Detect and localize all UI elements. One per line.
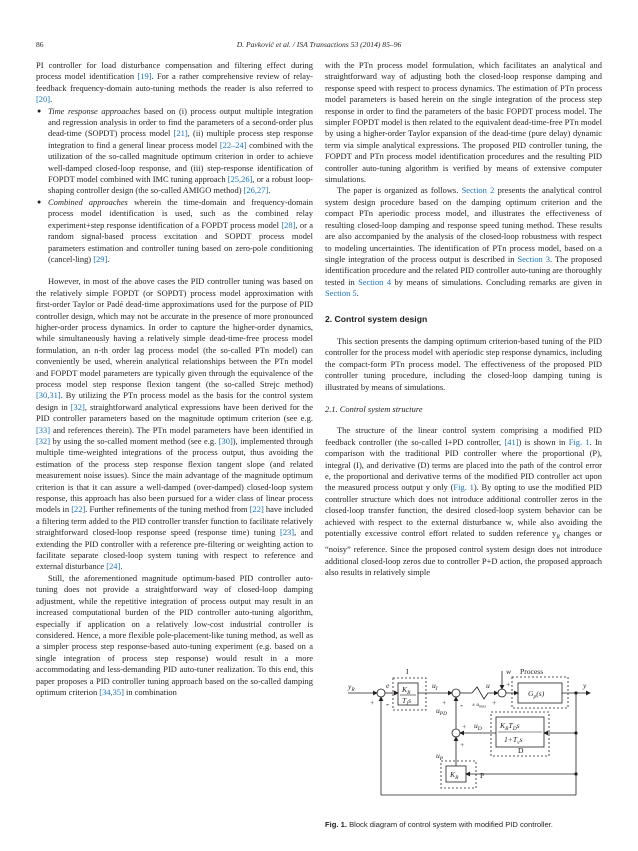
paragraph-continued — [36, 60, 313, 106]
text-run: . — [107, 253, 110, 264]
label-umax: ± $u_{max}$ — [472, 702, 487, 709]
citation-link[interactable]: [30] — [218, 436, 233, 446]
running-header — [36, 40, 602, 52]
bullet-time-response — [36, 106, 313, 197]
citation-link[interactable]: Section 5 — [325, 288, 357, 299]
sign-plus-ref: + — [370, 698, 375, 707]
sum-junction-control — [452, 689, 460, 697]
page-number: 86 — [36, 40, 44, 49]
text-run: PI controller for load disturbance compensation and filtering effect during process model identification — [36, 60, 313, 82]
label-u: u — [486, 681, 490, 690]
citation-link[interactable]: [29] — [93, 253, 108, 264]
sum-junction-disturbance — [498, 689, 506, 697]
paragraph-organization — [325, 185, 602, 299]
text-run: . For a rather comprehensive review of relay-feedback frequency-domain auto-tuning methods the reader is also referred to — [36, 71, 313, 93]
emphasis-text: Time response approaches — [48, 105, 141, 116]
text-run: . By utilizing the PTn process model as the basis for the control system design in — [36, 390, 313, 412]
label-krtds: $K_RT_Ds$ — [500, 721, 520, 732]
caption-label: Fig. 1. — [325, 820, 347, 829]
label-process: Process — [520, 667, 544, 676]
citation-link[interactable]: [25,26] — [227, 174, 253, 185]
citation-link[interactable]: [24] — [106, 561, 121, 572]
paragraph-structure — [325, 425, 602, 578]
text-run: ) is shown in — [518, 436, 569, 447]
text-run: in combination — [123, 686, 177, 697]
text-run: The paper is organized as follows. — [337, 185, 462, 196]
text-run: , or a robust loop-shaping controller design (the so-called AMIGO method) — [48, 174, 313, 196]
label-gp: $G_p(s)$ — [528, 689, 545, 700]
citation-link[interactable]: Section 3 — [517, 253, 550, 264]
sign-plus-up: + — [460, 740, 465, 749]
text-run: ). By opting to use the modified PID controller structure which does not introduce additional controller zeros in the closed-loop transfer function, the desired closed-loop system behavior can be achieved with respect to the external disturbance w, while also avoiding the potentially excessive control effort related to sudden reference y — [325, 482, 602, 539]
text-run: ), implemented through multiple time-weighted integrations of the process output, thus avoiding the estimation of the process step response flexion tangent slope (and related measurement noise issues). Since the main advantage of the magnitude optimum criterion is that it can assure a well-damped (over-damped) closed-loop system response, this approach has also been pursued for a wider class of linear process models in — [36, 436, 314, 515]
label-kr: $K_R$ — [402, 685, 411, 696]
label-yr: $y_R$ — [348, 682, 355, 693]
citation-link[interactable]: [32] — [36, 436, 51, 446]
citation-link[interactable]: Section 4 — [358, 276, 392, 287]
text-run: and references therein). The PTn model parameters have been identified in — [50, 424, 313, 435]
citation-link[interactable]: [20] — [36, 94, 51, 105]
text-run: R — [556, 534, 560, 541]
citation-link[interactable]: [30,31] — [36, 390, 61, 401]
text-run: have included a filtering term added to the PID controller transfer function to facilitate relatively straightforward closed-loop response speed (response time) tuning — [36, 504, 314, 538]
text-run: The structure of the linear control system comprising a modified PID feedback controller (the so-called I+PD controller, — [325, 425, 602, 447]
citation-link[interactable]: [41] — [504, 436, 519, 447]
citation-link[interactable]: [22] — [71, 504, 86, 515]
label-ud: $u_D$ — [474, 721, 482, 732]
label-d: D — [518, 746, 524, 755]
label-denominator: $1+T_vs$ — [504, 735, 523, 746]
citation-link[interactable]: Fig. 1 — [568, 436, 590, 447]
text-run: presents the analytical control system design procedure based on the damping optimum criterion and the compact PTn aperiodic process model, and illustrates the effectiveness of resulting closed-loop damping and response speed tuning method. These results are also accompanied by the analysis of the closed-loop robustness with respect to modeling uncertainties. The identification of PTn process model, based on a single integration of the process output is described in — [325, 185, 602, 264]
sign-plus-ud: + — [462, 722, 467, 731]
text-run: . The proposed identification procedure and the related PID controller auto-tuning are thoroughly tested in — [325, 253, 602, 287]
text-run: . — [50, 94, 53, 105]
text-run: , straightforward analytical expressions have been derived for the PID controller parameters based on the magnitude optimum criterion (see e.g. — [36, 401, 314, 424]
bullet-combined — [36, 197, 313, 265]
sum-junction-pd — [452, 729, 460, 737]
citation-link[interactable]: [28] — [281, 219, 296, 230]
text-run: . — [356, 288, 359, 299]
right-column — [325, 60, 602, 578]
text-run: by using the so-called moment method (see e.g. — [50, 436, 219, 446]
citation-link[interactable]: [21] — [173, 128, 188, 139]
citation-link[interactable]: [22–24] — [219, 139, 247, 150]
label-w: w — [506, 667, 512, 676]
text-run: However, in most of the above cases the PID controller tuning was based on the relatively simple FOPDT (or SOPDT) process model approximation with first-order Taylor or Padé dead-time approximations used for the purpose of PID controller design, which may not be accurate in the presence of more pronounced higher-order process dynamics. In order to capture the higher-order dynamics, while simultaneously having a relatively simple dead-time-free process model formulation, an n-th order lag process model (the so-called PTn model) can conveniently be used, wherein analytical relationships between the PTn model and FOPDT model parameters are typically given through the equivalence of the process model step response flexion tangent (the so-called Strejc method) — [36, 276, 313, 389]
approaches-list — [36, 106, 313, 266]
label-i: I — [406, 667, 409, 676]
citation-link[interactable]: [32] — [70, 401, 85, 412]
journal-reference: D. Pavković et al. / ISA Transactions 53 (2014) 85–96 — [236, 40, 402, 49]
figure-caption — [325, 820, 602, 829]
subsection-heading: 2.1. Control system structure — [325, 403, 423, 414]
citation-link[interactable]: [19] — [137, 71, 152, 82]
text-run: combined with the utilization of the so-called magnitude optimum criterion in order to achieve well-damped closed-loop response, and (iii) step-response identification of FOPDT model combined with IMC tuning approach — [48, 139, 313, 185]
sign-plus-ui: + — [442, 698, 447, 707]
text-run: , and extending the PID controller with a reference pre-filtering or weighting action to facilitate separate closed-loop system tuning with respect to reference and external disturbance — [36, 527, 313, 572]
label-kr-p: $K_R$ — [450, 770, 459, 781]
emphasis-text: Combined approaches — [48, 196, 128, 207]
citation-link[interactable]: Fig. 1 — [453, 482, 474, 493]
label-p: P — [480, 771, 485, 780]
citation-link[interactable]: [33] — [36, 424, 51, 435]
paragraph-still — [36, 573, 313, 698]
citation-link[interactable]: [22] — [249, 504, 264, 515]
block-diagram-figure — [336, 667, 598, 801]
text-run: Still, the aforementioned magnitude optimum-based PID controller auto-tuning does not provide a straightforward way of closed-loop damping adjustment, while the repetitive integration of process output may result in an increased computational burden of the PID controller auto-tuning algorithm, especially if application on a relatively low-cost industrial controller is considered. Hence, a more flexible pole-placement-like tuning method, as well as a simpler process step response-based auto-tuning experiment (e.g. based on a single integration of process step response) would result in a more accommodating and less-demanding PID auto-tuner realization. To this end, this paper proposes a PID controller tuning approach based on the so-called damping optimum criterion — [36, 572, 313, 697]
label-up: $u_P$ — [436, 751, 444, 762]
text-run: , or a random signal-based process excitation and SOPDT process model parameters estimation and controller tuning based on zero-pole conditioning (cancel-ling) — [48, 219, 313, 264]
text-run: wherein the time-domain and frequency-domain process model identification is used, such as the combined relay experiment+step response identification of a FOPDT process model — [48, 196, 313, 230]
text-run: by means of simulations. Concluding remarks are given in — [391, 276, 603, 287]
label-y: y — [583, 681, 587, 690]
citation-link[interactable]: [26,27] — [243, 185, 269, 196]
label-upd: $u_{PD}$ — [436, 706, 448, 717]
section-heading: 2. Control system design — [325, 313, 428, 324]
paragraph-section-intro — [325, 336, 602, 393]
text-run: based on (i) process output multiple integration and regression analysis in order to find the parameters of a second-order plus dead-time (SOPDT) process model — [48, 105, 313, 139]
citation-link[interactable]: [23] — [280, 527, 295, 538]
citation-link[interactable]: [34,35] — [99, 686, 124, 697]
text-run: . In comparison with the traditional PID controller where the proportional (P), integral (I), and derivative (D) terms are placed into the path of the control error e, the proportional and derivative terms of the modified PID controller act upon the measured process output y only ( — [325, 436, 602, 493]
paragraph-ptn-formulation — [325, 60, 602, 185]
caption-text: Block diagram of control system with modified PID controller. — [346, 820, 553, 829]
sign-minus-upd: - — [460, 700, 463, 710]
label-tis: $T_Is$ — [402, 696, 412, 707]
sign-plus-u: + — [492, 698, 497, 707]
text-run: changes or “noisy” reference. Since the proposed control system design does not introduce additional closed-loop zeros due to controller P+D action, the proposed approach also results in relatively simple — [325, 528, 602, 577]
text-run: This section presents the damping optimum criterion-based tuning of the PID controller for the process model with aperiodic step response dynamics, including the compact-form PTn process model. The effectiveness of the proposed PID controller tuning procedure, including the closed-loop damping tuning is illustrated by means of simulations. — [325, 335, 602, 392]
text-run: , (ii) multiple process step response integration to find a general linear process model — [48, 128, 313, 150]
paragraph-ptn-model — [36, 276, 313, 573]
left-column — [36, 60, 313, 698]
label-ui: $u_I$ — [432, 681, 438, 692]
sign-plus-w: + — [506, 680, 511, 689]
sign-minus-fb: - — [386, 699, 389, 709]
label-e: e — [386, 681, 390, 690]
text-run: . Further refinements of the tuning method from — [85, 504, 250, 515]
text-run: . — [268, 185, 271, 196]
text-run: . — [120, 561, 123, 572]
text-run: with the PTn process model formulation, which facilitates an analytical and straightforward way of adjusting both the closed-loop response damping and response speed with respect to process dynamics. The estimation of PTn process model parameters is based herein on the single integration of the process step response in order to find the parameters of the basic FOPDT process model. The simpler FOPDT model is then related to the equivalent dead-time-free PTn model by using a higher-order Taylor expansion of the dead-time (pure delay) dynamic term via simple analytical expressions. The proposed PID controller tuning, the FOPDT and PTn process model identification procedures and the resulting PID controller auto-tuning algorithm is verified by means of extensive computer simulations. — [325, 60, 602, 185]
sum-junction-error — [377, 689, 385, 697]
citation-link[interactable]: Section 2 — [461, 185, 495, 196]
